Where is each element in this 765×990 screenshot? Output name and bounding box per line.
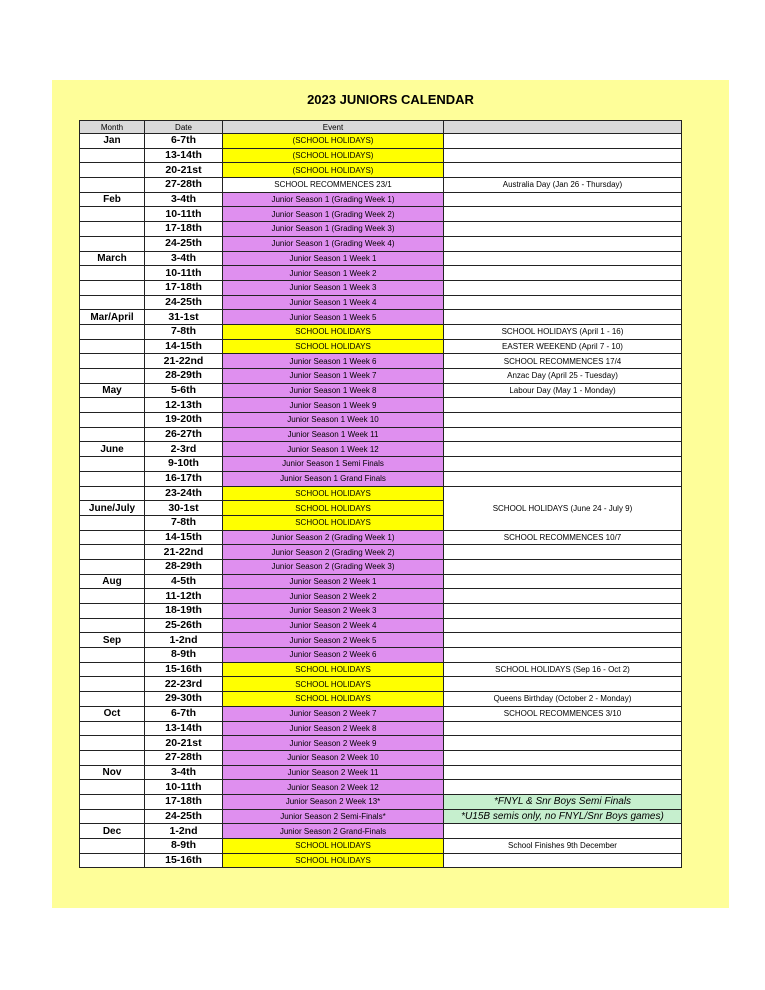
notes-cell: Anzac Day (April 25 - Tuesday) xyxy=(444,369,682,384)
event-cell: Junior Season 1 Week 12 xyxy=(223,442,444,457)
date-cell: 10-11th xyxy=(145,780,223,795)
event-cell: (SCHOOL HOLIDAYS) xyxy=(223,134,444,149)
month-cell xyxy=(80,178,145,193)
date-cell: 24-25th xyxy=(145,809,223,824)
month-cell: Sep xyxy=(80,633,145,648)
month-cell xyxy=(80,530,145,545)
month-cell xyxy=(80,398,145,413)
notes-cell xyxy=(444,471,682,486)
month-cell xyxy=(80,692,145,707)
event-cell: Junior Season 1 Week 7 xyxy=(223,369,444,384)
date-cell: 3-4th xyxy=(145,251,223,266)
event-cell: Junior Season 1 Week 11 xyxy=(223,427,444,442)
month-cell xyxy=(80,280,145,295)
month-cell xyxy=(80,427,145,442)
event-cell: Junior Season 2 Week 13* xyxy=(223,794,444,809)
event-cell: Junior Season 1 Week 10 xyxy=(223,413,444,428)
event-cell: Junior Season 2 (Grading Week 2) xyxy=(223,545,444,560)
event-cell: Junior Season 2 Week 9 xyxy=(223,736,444,751)
table-row xyxy=(80,750,682,765)
event-cell: Junior Season 1 Week 2 xyxy=(223,266,444,281)
date-cell: 14-15th xyxy=(145,339,223,354)
month-cell: Feb xyxy=(80,192,145,207)
table-row xyxy=(80,207,682,222)
date-cell: 10-11th xyxy=(145,207,223,222)
table-row xyxy=(80,559,682,574)
table-row xyxy=(80,236,682,251)
table-row xyxy=(80,648,682,663)
event-cell: Junior Season 1 (Grading Week 3) xyxy=(223,222,444,237)
notes-cell: *FNYL & Snr Boys Semi Finals xyxy=(444,794,682,809)
notes-cell xyxy=(444,545,682,560)
table-row xyxy=(80,809,682,824)
event-cell: Junior Season 2 Week 4 xyxy=(223,618,444,633)
notes-cell: Queens Birthday (October 2 - Monday) xyxy=(444,692,682,707)
notes-cell: School Finishes 9th December xyxy=(444,839,682,854)
month-cell xyxy=(80,809,145,824)
table-row xyxy=(80,853,682,868)
event-cell: Junior Season 2 Week 3 xyxy=(223,604,444,619)
notes-cell xyxy=(444,618,682,633)
event-cell: Junior Season 1 Week 9 xyxy=(223,398,444,413)
calendar-table xyxy=(79,120,682,868)
notes-cell xyxy=(444,207,682,222)
month-cell xyxy=(80,295,145,310)
month-cell xyxy=(80,545,145,560)
date-header: Date xyxy=(145,121,223,134)
date-cell: 14-15th xyxy=(145,530,223,545)
event-cell: Junior Season 2 Week 11 xyxy=(223,765,444,780)
notes-cell: Australia Day (Jan 26 - Thursday) xyxy=(444,178,682,193)
date-cell: 26-27th xyxy=(145,427,223,442)
date-cell: 15-16th xyxy=(145,853,223,868)
date-cell: 7-8th xyxy=(145,324,223,339)
date-cell: 3-4th xyxy=(145,765,223,780)
date-cell: 4-5th xyxy=(145,574,223,589)
table-row xyxy=(80,486,682,501)
month-cell xyxy=(80,604,145,619)
month-cell xyxy=(80,471,145,486)
event-cell: Junior Season 1 Week 6 xyxy=(223,354,444,369)
table-row xyxy=(80,413,682,428)
month-cell: Jan xyxy=(80,134,145,149)
date-cell: 17-18th xyxy=(145,280,223,295)
notes-cell: SCHOOL HOLIDAYS (June 24 - July 9) xyxy=(444,486,682,530)
date-cell: 27-28th xyxy=(145,750,223,765)
table-row xyxy=(80,398,682,413)
event-cell: Junior Season 2 Grand-Finals xyxy=(223,824,444,839)
notes-cell xyxy=(444,236,682,251)
date-cell: 21-22nd xyxy=(145,354,223,369)
month-cell xyxy=(80,839,145,854)
event-cell: Junior Season 1 (Grading Week 4) xyxy=(223,236,444,251)
month-cell xyxy=(80,236,145,251)
event-cell: SCHOOL HOLIDAYS xyxy=(223,501,444,516)
notes-cell: *U15B semis only, no FNYL/Snr Boys games) xyxy=(444,809,682,824)
table-row xyxy=(80,148,682,163)
date-cell: 28-29th xyxy=(145,559,223,574)
month-cell: June xyxy=(80,442,145,457)
event-cell: SCHOOL HOLIDAYS xyxy=(223,853,444,868)
table-row xyxy=(80,222,682,237)
notes-cell: SCHOOL RECOMMENCES 17/4 xyxy=(444,354,682,369)
table-row xyxy=(80,692,682,707)
month-cell xyxy=(80,148,145,163)
event-cell: Junior Season 1 Grand Finals xyxy=(223,471,444,486)
notes-cell xyxy=(444,750,682,765)
month-cell xyxy=(80,486,145,501)
event-cell: SCHOOL HOLIDAYS xyxy=(223,677,444,692)
date-cell: 24-25th xyxy=(145,295,223,310)
month-cell xyxy=(80,339,145,354)
table-row xyxy=(80,310,682,325)
table-row xyxy=(80,383,682,398)
table-row xyxy=(80,354,682,369)
notes-cell xyxy=(444,721,682,736)
notes-cell xyxy=(444,192,682,207)
table-row xyxy=(80,134,682,149)
month-cell xyxy=(80,750,145,765)
table-row xyxy=(80,457,682,472)
date-cell: 16-17th xyxy=(145,471,223,486)
date-cell: 20-21st xyxy=(145,736,223,751)
event-cell: Junior Season 2 Week 6 xyxy=(223,648,444,663)
month-cell xyxy=(80,794,145,809)
table-row xyxy=(80,721,682,736)
table-row xyxy=(80,604,682,619)
event-cell: Junior Season 2 Week 5 xyxy=(223,633,444,648)
table-row xyxy=(80,339,682,354)
notes-cell xyxy=(444,310,682,325)
notes-cell xyxy=(444,559,682,574)
event-cell: Junior Season 2 Week 2 xyxy=(223,589,444,604)
event-cell: SCHOOL HOLIDAYS xyxy=(223,324,444,339)
month-cell xyxy=(80,163,145,178)
event-cell: SCHOOL HOLIDAYS xyxy=(223,662,444,677)
notes-cell xyxy=(444,574,682,589)
table-row xyxy=(80,178,682,193)
date-cell: 27-28th xyxy=(145,178,223,193)
event-cell: Junior Season 2 Week 10 xyxy=(223,750,444,765)
notes-cell xyxy=(444,780,682,795)
date-cell: 17-18th xyxy=(145,794,223,809)
event-cell: Junior Season 2 Week 12 xyxy=(223,780,444,795)
notes-cell: SCHOOL HOLIDAYS (April 1 - 16) xyxy=(444,324,682,339)
date-cell: 18-19th xyxy=(145,604,223,619)
date-cell: 10-11th xyxy=(145,266,223,281)
event-cell: SCHOOL HOLIDAYS xyxy=(223,515,444,530)
notes-cell xyxy=(444,398,682,413)
event-cell: SCHOOL HOLIDAYS xyxy=(223,339,444,354)
notes-cell: EASTER WEEKEND (April 7 - 10) xyxy=(444,339,682,354)
table-row xyxy=(80,662,682,677)
notes-cell xyxy=(444,251,682,266)
table-row xyxy=(80,471,682,486)
notes-cell xyxy=(444,442,682,457)
notes-cell xyxy=(444,677,682,692)
table-row xyxy=(80,706,682,721)
notes-cell xyxy=(444,148,682,163)
event-cell: Junior Season 1 Week 8 xyxy=(223,383,444,398)
date-cell: 7-8th xyxy=(145,515,223,530)
event-cell: SCHOOL HOLIDAYS xyxy=(223,692,444,707)
event-cell: SCHOOL HOLIDAYS xyxy=(223,839,444,854)
month-cell xyxy=(80,677,145,692)
month-cell xyxy=(80,515,145,530)
month-cell xyxy=(80,266,145,281)
notes-cell xyxy=(444,736,682,751)
header-row xyxy=(80,121,682,134)
date-cell: 23-24th xyxy=(145,486,223,501)
table-row xyxy=(80,530,682,545)
month-cell xyxy=(80,589,145,604)
event-cell: Junior Season 1 (Grading Week 1) xyxy=(223,192,444,207)
month-cell xyxy=(80,853,145,868)
notes-cell xyxy=(444,266,682,281)
event-cell: Junior Season 1 Semi Finals xyxy=(223,457,444,472)
month-cell: Nov xyxy=(80,765,145,780)
table-row xyxy=(80,574,682,589)
event-cell: Junior Season 2 Week 8 xyxy=(223,721,444,736)
notes-cell xyxy=(444,633,682,648)
notes-cell xyxy=(444,765,682,780)
month-cell: Dec xyxy=(80,824,145,839)
event-cell: Junior Season 1 Week 1 xyxy=(223,251,444,266)
table-row xyxy=(80,824,682,839)
notes-cell xyxy=(444,413,682,428)
date-cell: 2-3rd xyxy=(145,442,223,457)
date-cell: 1-2nd xyxy=(145,633,223,648)
date-cell: 28-29th xyxy=(145,369,223,384)
notes-cell xyxy=(444,457,682,472)
notes-cell: SCHOOL RECOMMENCES 10/7 xyxy=(444,530,682,545)
table-row xyxy=(80,427,682,442)
month-cell: March xyxy=(80,251,145,266)
date-cell: 20-21st xyxy=(145,163,223,178)
date-cell: 12-13th xyxy=(145,398,223,413)
table-row xyxy=(80,369,682,384)
month-cell xyxy=(80,354,145,369)
date-cell: 31-1st xyxy=(145,310,223,325)
month-cell: Mar/April xyxy=(80,310,145,325)
event-cell: Junior Season 1 (Grading Week 2) xyxy=(223,207,444,222)
date-cell: 22-23rd xyxy=(145,677,223,692)
table-row xyxy=(80,736,682,751)
notes-cell xyxy=(444,222,682,237)
date-cell: 21-22nd xyxy=(145,545,223,560)
event-header: Event xyxy=(223,121,444,134)
date-cell: 30-1st xyxy=(145,501,223,516)
table-row xyxy=(80,618,682,633)
event-cell: Junior Season 2 (Grading Week 1) xyxy=(223,530,444,545)
month-cell xyxy=(80,222,145,237)
notes-cell xyxy=(444,853,682,868)
table-row xyxy=(80,163,682,178)
table-row xyxy=(80,839,682,854)
month-cell: Aug xyxy=(80,574,145,589)
event-cell: (SCHOOL HOLIDAYS) xyxy=(223,148,444,163)
notes-cell xyxy=(444,295,682,310)
month-cell xyxy=(80,369,145,384)
date-cell: 11-12th xyxy=(145,589,223,604)
month-cell xyxy=(80,736,145,751)
date-cell: 13-14th xyxy=(145,148,223,163)
date-cell: 6-7th xyxy=(145,134,223,149)
date-cell: 15-16th xyxy=(145,662,223,677)
event-cell: SCHOOL RECOMMENCES 23/1 xyxy=(223,178,444,193)
event-cell: Junior Season 1 Week 3 xyxy=(223,280,444,295)
month-cell xyxy=(80,618,145,633)
page-title: 2023 JUNIORS CALENDAR xyxy=(307,92,474,107)
date-cell: 9-10th xyxy=(145,457,223,472)
month-cell: Oct xyxy=(80,706,145,721)
month-cell xyxy=(80,662,145,677)
event-cell: Junior Season 2 (Grading Week 3) xyxy=(223,559,444,574)
table-row xyxy=(80,266,682,281)
table-row xyxy=(80,677,682,692)
table-row xyxy=(80,192,682,207)
notes-cell xyxy=(444,134,682,149)
month-cell xyxy=(80,324,145,339)
date-cell: 25-26th xyxy=(145,618,223,633)
month-cell xyxy=(80,457,145,472)
event-cell: Junior Season 2 Week 1 xyxy=(223,574,444,589)
date-cell: 8-9th xyxy=(145,648,223,663)
notes-cell: SCHOOL HOLIDAYS (Sep 16 - Oct 2) xyxy=(444,662,682,677)
notes-cell xyxy=(444,824,682,839)
date-cell: 13-14th xyxy=(145,721,223,736)
date-cell: 3-4th xyxy=(145,192,223,207)
table-row xyxy=(80,794,682,809)
notes-cell: Labour Day (May 1 - Monday) xyxy=(444,383,682,398)
notes-cell xyxy=(444,648,682,663)
table-row xyxy=(80,633,682,648)
event-cell: (SCHOOL HOLIDAYS) xyxy=(223,163,444,178)
month-cell: May xyxy=(80,383,145,398)
event-cell: Junior Season 1 Week 4 xyxy=(223,295,444,310)
notes-cell xyxy=(444,280,682,295)
table-row xyxy=(80,251,682,266)
month-cell xyxy=(80,413,145,428)
month-cell xyxy=(80,207,145,222)
event-cell: SCHOOL HOLIDAYS xyxy=(223,486,444,501)
date-cell: 8-9th xyxy=(145,839,223,854)
table-row xyxy=(80,295,682,310)
date-cell: 17-18th xyxy=(145,222,223,237)
notes-cell: SCHOOL RECOMMENCES 3/10 xyxy=(444,706,682,721)
date-cell: 29-30th xyxy=(145,692,223,707)
event-cell: Junior Season 1 Week 5 xyxy=(223,310,444,325)
event-cell: Junior Season 2 Semi-Finals* xyxy=(223,809,444,824)
table-row xyxy=(80,280,682,295)
table-row xyxy=(80,765,682,780)
table-row xyxy=(80,545,682,560)
event-cell: Junior Season 2 Week 7 xyxy=(223,706,444,721)
notes-cell xyxy=(444,163,682,178)
notes-cell xyxy=(444,589,682,604)
month-cell: June/July xyxy=(80,501,145,516)
month-cell xyxy=(80,780,145,795)
month-cell xyxy=(80,648,145,663)
table-row xyxy=(80,442,682,457)
table-row xyxy=(80,589,682,604)
month-cell xyxy=(80,559,145,574)
date-cell: 6-7th xyxy=(145,706,223,721)
date-cell: 24-25th xyxy=(145,236,223,251)
month-header: Month xyxy=(80,121,145,134)
notes-header xyxy=(444,121,682,134)
table-row xyxy=(80,780,682,795)
date-cell: 5-6th xyxy=(145,383,223,398)
date-cell: 1-2nd xyxy=(145,824,223,839)
notes-cell xyxy=(444,604,682,619)
month-cell xyxy=(80,721,145,736)
notes-cell xyxy=(444,427,682,442)
date-cell: 19-20th xyxy=(145,413,223,428)
table-row xyxy=(80,324,682,339)
